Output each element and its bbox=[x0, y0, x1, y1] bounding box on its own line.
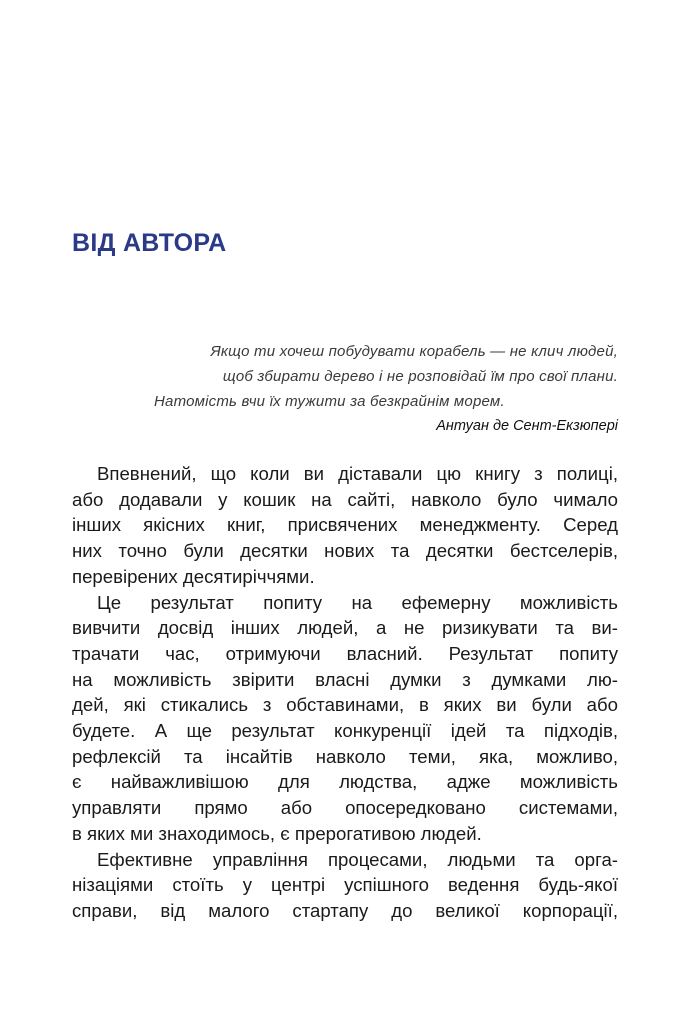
page-title: ВІД АВТОРА bbox=[72, 229, 227, 257]
paragraph-line: рефлексій та інсайтів навколо теми, яка, можливо, bbox=[72, 745, 618, 767]
epigraph-line: Натомість вчи їх тужити за безкрайнім морем. bbox=[154, 393, 505, 410]
paragraph-line: вивчити досвід інших людей, а не ризикувати та ви- bbox=[72, 617, 618, 639]
body-text bbox=[72, 461, 618, 924]
paragraph-line: є найважливішою для людства, адже можливість bbox=[72, 771, 618, 793]
paragraph-line: на можливість звірити власні думки з думками лю- bbox=[72, 668, 618, 690]
epigraph bbox=[138, 339, 618, 438]
paragraph-line: Ефективне управління процесами, людьми та орга- bbox=[97, 848, 618, 870]
paragraph-line: інших якісних книг, присвячених менеджменту. Серед bbox=[72, 514, 618, 536]
paragraph-line: в яких ми знаходимось, є прерогативою людей. bbox=[72, 822, 482, 844]
paragraph-line: справи, від малого стартапу до великої корпорації, bbox=[72, 899, 618, 921]
paragraph-line: будете. А ще результат конкуренції ідей та підходів, bbox=[72, 720, 618, 742]
paragraph-line: трачати час, отримуючи власний. Результат попиту bbox=[72, 642, 618, 664]
paragraph-line: перевірених десятиріччями. bbox=[72, 565, 315, 587]
paragraph-line: них точно були десятки нових та десятки бестселерів, bbox=[72, 540, 618, 562]
paragraph-line: або додавали у кошик на сайті, навколо було чимало bbox=[72, 488, 618, 510]
paragraph-line: Це результат попиту на ефемерну можливість bbox=[97, 591, 618, 613]
paragraph-line: управляти прямо або опосередковано системами, bbox=[72, 797, 618, 819]
epigraph-line: щоб збирати дерево і не розповідай їм про свої плани. bbox=[222, 368, 618, 385]
paragraph-line: дей, які стикались з обставинами, в яких ви були або bbox=[72, 694, 618, 716]
paragraph-line: нізаціями стоїть у центрі успішного ведення будь-якої bbox=[72, 874, 618, 896]
paragraph-line: Впевнений, що коли ви діставали цю книгу з полиці, bbox=[97, 463, 618, 484]
epigraph-author: Антуан де Сент-Екзюпері bbox=[436, 418, 618, 434]
epigraph-line: Якщо ти хочеш побудувати корабель — не клич людей, bbox=[210, 343, 618, 360]
